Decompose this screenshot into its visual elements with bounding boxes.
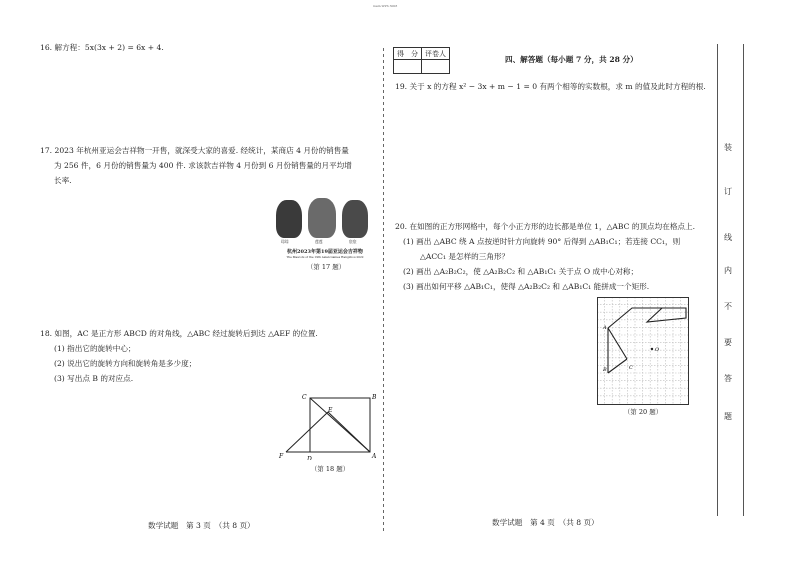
question-20-line: (3) 画出如何平移 △AB₁C₁，使得 △A₂B₂C₂ 和 △AB₁C₁ 能拼成一个矩形.: [403, 282, 650, 291]
figure-17-caption: （第 17 题）: [306, 263, 346, 271]
label-b: B: [372, 394, 377, 401]
mascot-banner: 杭州2023年第19届亚运会吉祥物: [287, 249, 363, 255]
question-16: 16. 解方程：5x(3x + 2) = 6x + 4.: [40, 43, 164, 52]
question-17-line: 长率.: [54, 176, 72, 185]
binding-strip-char: 订: [724, 187, 732, 196]
label-f: F: [279, 453, 284, 460]
score-table: [393, 47, 450, 74]
question-20-line: (2) 画出 △A₂B₂C₂，使 △A₂B₂C₂ 和 △AB₁C₁ 关于点 O 成中心对称；: [403, 267, 639, 276]
mascot-banner-en: The Mascots of the 19th Asian Games Hangzhou 2022: [286, 255, 364, 259]
figure-20-grid: [597, 297, 689, 405]
score-header-score: 得 分: [394, 48, 422, 60]
point-o: [651, 348, 653, 350]
binding-strip-char: 题: [724, 412, 732, 421]
question-18: [40, 326, 318, 386]
mascot-figure: [270, 196, 380, 262]
page-3-footer: 数学试题 第 3 页 （共 8 页）: [148, 521, 255, 530]
question-20-line: 20. 在如图的正方形网格中，每个小正方形的边长都是单位 1，△ABC 的顶点均在格点上.: [395, 222, 696, 231]
figure-20-caption: （第 20 题）: [623, 408, 663, 416]
segment-ac: [608, 328, 627, 359]
binding-strip-char: 不: [724, 302, 732, 311]
label-c: C: [302, 394, 307, 401]
page-divider: [383, 48, 384, 534]
binding-strip-char: 装: [724, 143, 732, 152]
score-header-grader: 评卷人: [422, 48, 450, 60]
segment-ea: [328, 412, 370, 452]
top-stamp: main.WPS 3008: [373, 4, 398, 8]
binding-line-left: [717, 44, 718, 516]
mascot-lianlian-image: [308, 198, 336, 238]
label-o: O: [655, 347, 660, 353]
binding-line-right: [743, 44, 744, 516]
label-a: A: [603, 325, 607, 331]
binding-strip-char: 线: [724, 233, 732, 242]
segment-fe: [286, 412, 328, 452]
mascot-congcong-image: [276, 200, 302, 238]
label-a: A: [372, 453, 377, 460]
label-d: D: [307, 456, 312, 460]
binding-strip-char: 内: [724, 266, 732, 275]
label-c: C: [629, 365, 633, 371]
question-18-line: 18. 如图，AC 是正方形 ABCD 的对角线，△ABC 经过旋转后到达 △AEF 的位置.: [40, 329, 318, 338]
mascot-name: 莲莲: [315, 239, 323, 244]
binding-strip-char: 答: [724, 374, 732, 383]
mascot-name: 琮琮: [281, 239, 289, 244]
question-18-line: (3) 写出点 B 的对应点.: [54, 374, 134, 383]
binding-strip-char: 要: [724, 338, 732, 347]
question-18-line: (2) 说出它的旋转方向和旋转角是多少度；: [54, 359, 197, 368]
question-20-line: (1) 画出 △ABC 绕 A 点按逆时针方向旋转 90° 后得到 △AB₁C₁；若连接 CC₁，则: [403, 237, 681, 246]
question-17: [40, 143, 352, 188]
question-19: 19. 关于 x 的方程 x² − 3x + m − 1 = 0 有两个相等的实数根，求 m 的值及此时方程的根.: [395, 82, 706, 91]
score-cell[interactable]: [394, 60, 422, 74]
section-title: 四、解答题（每小题 7 分，共 28 分）: [505, 55, 638, 64]
label-e: E: [328, 407, 333, 414]
question-17-line: 为 256 件，6 月份的销售量为 400 件. 求该款吉祥物 4 月份到 6 月份销售量的月平均增: [54, 161, 352, 170]
question-20: [395, 219, 695, 294]
page-4-footer: 数学试题 第 4 页 （共 8 页）: [492, 518, 599, 527]
question-20-line: △ACC₁ 是怎样的三角形？: [420, 252, 510, 261]
figure-18-diagram: [278, 390, 378, 460]
mascot-name: 宸宸: [349, 239, 357, 244]
question-18-line: (1) 指出它的旋转中心；: [54, 344, 136, 353]
label-b: B: [603, 367, 607, 373]
segment-bc: [608, 359, 627, 373]
mascot-chenchen-image: [342, 200, 368, 238]
figure-18-caption: （第 18 题）: [310, 465, 350, 473]
grader-cell[interactable]: [422, 60, 450, 74]
question-17-line: 17. 2023 年杭州亚运会吉祥物一开售，就深受大家的喜爱. 经统计，某商店 4 月份的销售量: [40, 146, 349, 155]
